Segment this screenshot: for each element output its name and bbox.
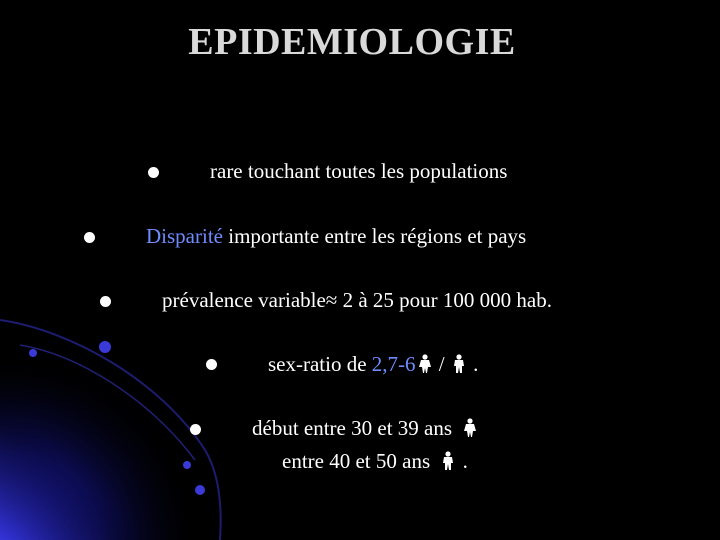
bullet-text: rare touchant toutes les populations [210, 159, 508, 183]
bullet-text-populations [210, 159, 507, 184]
bullet-text: début entre 30 et 39 ans [252, 416, 453, 440]
bullet-text-disparite [146, 224, 526, 249]
bullet-text: sex-ratio de [268, 352, 372, 376]
slide-title: EPIDEMIOLOGIE [188, 21, 516, 63]
bullet-dot [100, 296, 111, 307]
slash-text: / [433, 352, 450, 376]
bullet-dot [206, 359, 217, 370]
end-text: . [467, 352, 479, 376]
bullet-text-debut-line1 [252, 416, 479, 441]
bullet-dot [148, 167, 159, 178]
female-icon [463, 418, 477, 438]
bullet-text: importante entre les régions et pays [222, 224, 527, 248]
bullet-text-debut-line2 [282, 449, 468, 474]
bullet-text: prévalence variable≈ 2 à 25 pour 100 000 hab. [162, 288, 552, 312]
bullet-text-prevalence [162, 288, 552, 313]
bullet-dot [84, 232, 95, 243]
bullet-dot [190, 424, 201, 435]
highlight-sex-ratio: 2,7-6 [371, 352, 416, 376]
highlight-disparite: Disparité [146, 224, 223, 248]
bullet-text-sex-ratio [268, 352, 478, 377]
male-icon [452, 354, 466, 374]
female-icon [418, 354, 432, 374]
male-icon [441, 451, 455, 471]
bullet-text: entre 40 et 50 ans [282, 449, 431, 473]
end-text: . [462, 449, 468, 473]
